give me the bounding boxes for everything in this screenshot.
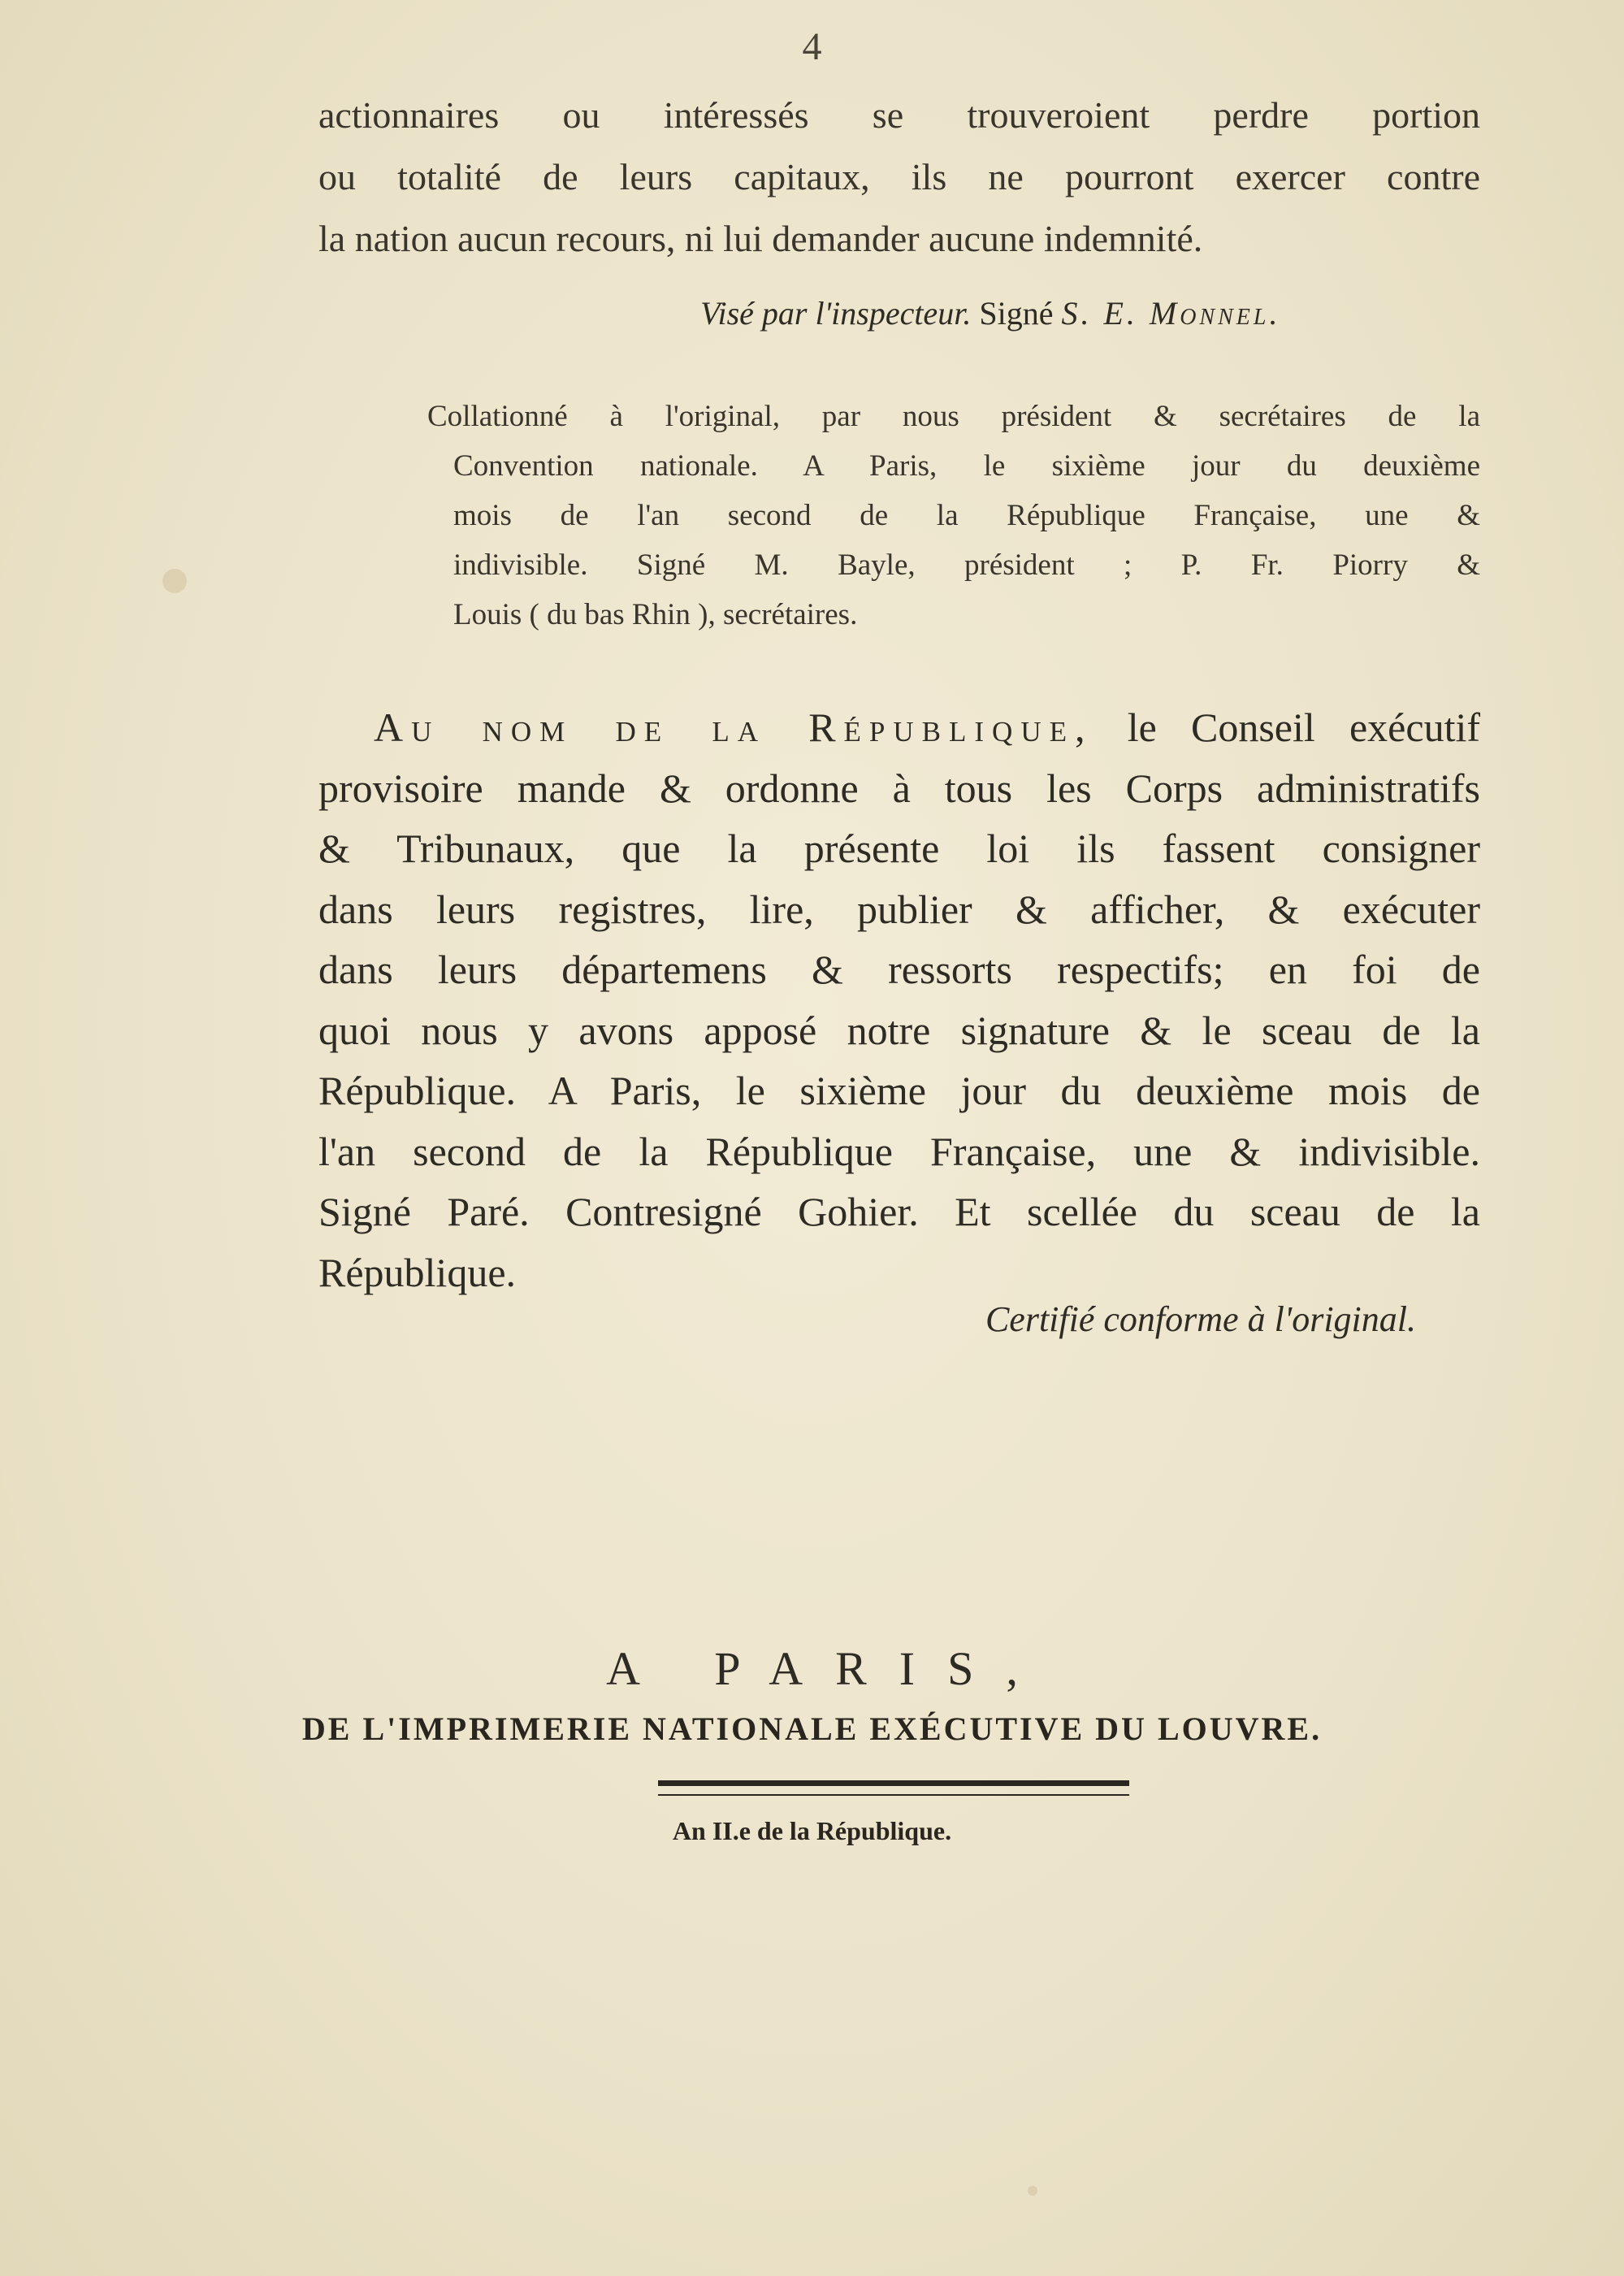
text-line: République. — [318, 1249, 517, 1295]
text-line: Convention nationale. A Paris, le sixième jour du deuxième — [453, 449, 1480, 483]
text-line: Louis ( du bas Rhin ), secrétaires. — [453, 598, 858, 631]
paper-stain — [162, 569, 187, 593]
text-line: Signé Paré. Contresigné Gohier. Et scellée du sceau de la — [318, 1189, 1480, 1234]
text-line: quoi nous y avons apposé notre signature & le sceau de la — [318, 1007, 1480, 1053]
text-line: République. A Paris, le sixième jour du deuxième mois de — [318, 1068, 1480, 1113]
text-line: Collationné à l'original, par nous président & secrétaires de la — [427, 400, 1480, 433]
text-line: l'an second de la République Française, une & indivisible. — [318, 1128, 1480, 1174]
imprint-city: A PARIS, — [606, 1642, 1050, 1695]
imprint-date: An II.e de la République. — [672, 1816, 952, 1845]
text-line: & Tribunaux, que la présente loi ils fassent consigner — [318, 826, 1480, 871]
text-line: la nation aucun recours, ni lui demander aucune indemnité. — [318, 218, 1203, 259]
order-first-line-rest: le Conseil exécutif — [1127, 704, 1480, 750]
paragraph-executive-order — [318, 697, 1480, 1303]
certification-note: Certifié conforme à l'original. — [985, 1299, 1416, 1339]
text-line — [374, 697, 1480, 758]
endorsement-name: S. E. Monnel. — [1061, 295, 1281, 332]
paragraph-closing-clause — [318, 85, 1480, 270]
endorsement-prefix: Visé par l'inspecteur. — [700, 295, 972, 332]
text-line: dans leurs registres, lire, publier & afficher, & exécuter — [318, 886, 1480, 932]
order-lead: Au nom de la République, — [374, 704, 1093, 750]
imprint-printer: DE L'IMPRIMERIE NATIONALE EXÉCUTIVE DU LOUVRE. — [301, 1710, 1323, 1747]
divider-rule — [658, 1780, 1129, 1786]
text-line: ou totalité de leurs capitaux, ils ne pourront exercer contre — [318, 156, 1480, 197]
text-line: indivisible. Signé M. Bayle, président ; P. Fr. Piorry & — [453, 548, 1480, 582]
endorsement-signe: Signé — [979, 295, 1054, 332]
paragraph-collation — [427, 392, 1480, 639]
inspector-endorsement — [700, 294, 1448, 332]
divider-rule — [658, 1794, 1129, 1796]
text-line: provisoire mande & ordonne à tous les Corps administratifs — [318, 765, 1480, 811]
page-number: 4 — [802, 25, 822, 68]
text-line: dans leurs départemens & ressorts respectifs; en foi de — [318, 947, 1480, 992]
text-line: mois de l'an second de la République Française, une & — [453, 499, 1480, 532]
paper-stain — [1028, 2186, 1037, 2196]
text-line: actionnaires ou intéressés se trouveroient perdre portion — [318, 94, 1480, 136]
